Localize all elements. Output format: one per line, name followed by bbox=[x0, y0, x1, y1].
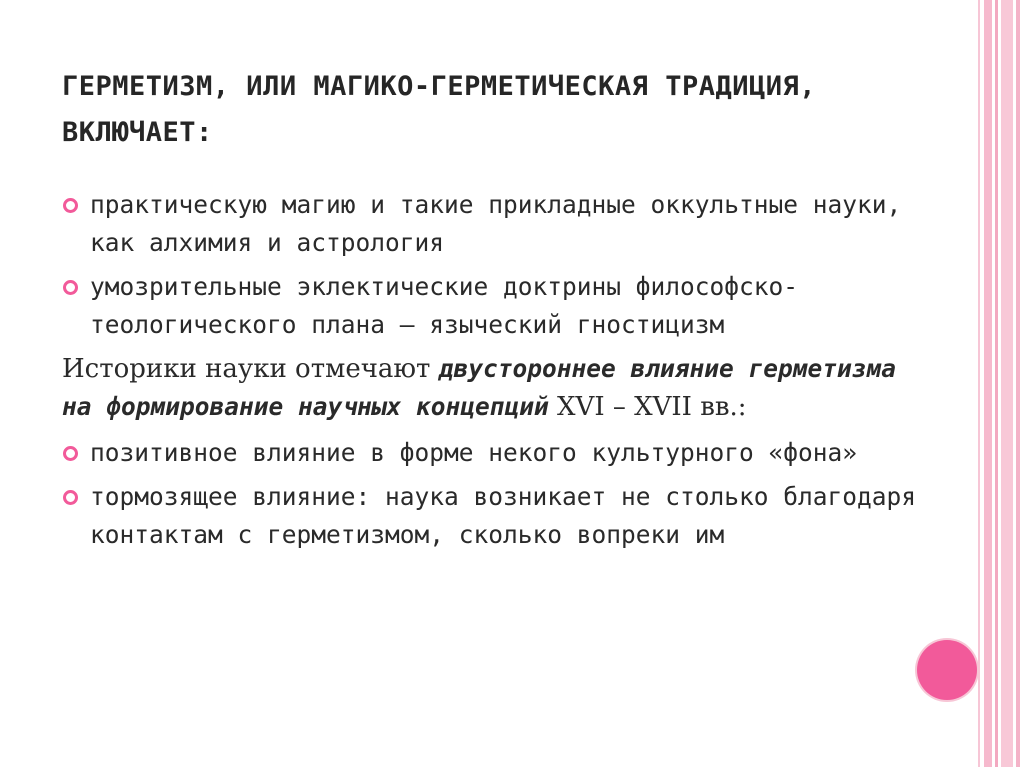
bullet-item bbox=[62, 268, 922, 344]
bullet-item bbox=[62, 434, 922, 472]
decorative-circle bbox=[917, 640, 977, 700]
bullet-text: тормозящее влияние: наука возникает не столько благодаря контактам с герметизмом, сколько вопреки им bbox=[90, 482, 917, 549]
paragraph-tail: XVI – XVII вв.: bbox=[548, 392, 747, 422]
slide-body bbox=[62, 186, 922, 560]
decorative-stripe bbox=[984, 0, 992, 767]
bullet-ring-icon bbox=[63, 280, 78, 295]
bullet-ring-icon bbox=[63, 490, 78, 505]
bullet-ring-icon bbox=[63, 446, 78, 461]
paragraph-emphasis: двустороннее влияние герметизма на формирование научных концепций bbox=[62, 354, 896, 421]
paragraph bbox=[62, 350, 922, 426]
slide-title: ГЕРМЕТИЗМ, ИЛИ МАГИКО-ГЕРМЕТИЧЕСКАЯ ТРАДИЦИЯ, ВКЛЮЧАЕТ: bbox=[62, 71, 816, 148]
bullet-text: практическую магию и такие прикладные оккультные науки, как алхимия и астрология bbox=[90, 190, 902, 257]
bullet-text: позитивное влияние в форме некого культурного «фона» bbox=[90, 438, 858, 467]
decorative-stripe bbox=[995, 0, 998, 767]
bullet-item bbox=[62, 478, 922, 554]
decorative-stripe bbox=[1016, 0, 1020, 767]
bullet-text: умозрительные эклектические доктрины философско-теологического плана – языческий гностицизм bbox=[90, 272, 799, 339]
bullet-item bbox=[62, 186, 922, 262]
decorative-stripe bbox=[978, 0, 980, 767]
decorative-stripe bbox=[1001, 0, 1013, 767]
paragraph-lead: Историки науки отмечают bbox=[62, 354, 439, 384]
bullet-ring-icon bbox=[63, 198, 78, 213]
